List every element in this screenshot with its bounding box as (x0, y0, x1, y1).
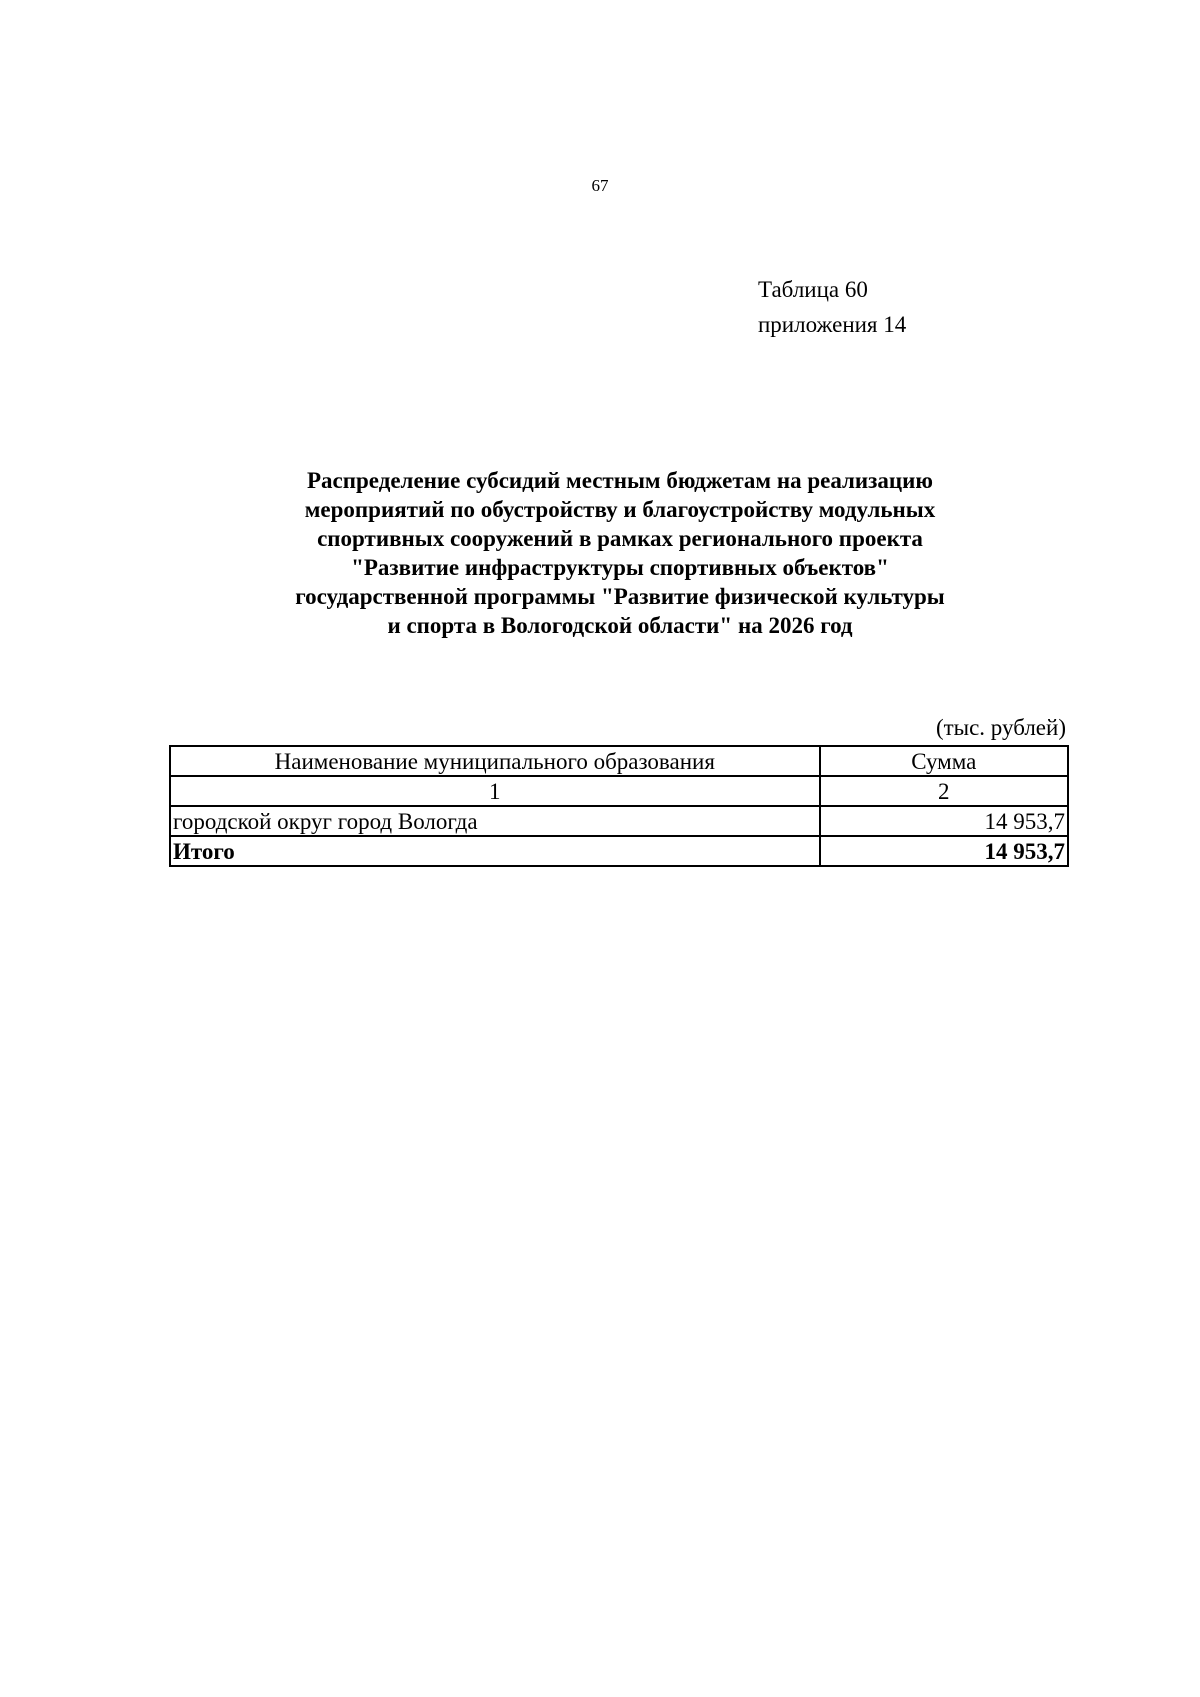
table-column-numbers-row (170, 776, 1068, 806)
title-line: спортивных сооружений в рамках регионального проекта (317, 526, 923, 551)
title-line: мероприятий по обустройству и благоустройству модульных (304, 497, 936, 522)
subsidy-table (169, 745, 1069, 867)
column-number-1: 1 (170, 776, 820, 806)
units-label: (тыс. рублей) (935, 715, 1066, 740)
table-total-row (170, 836, 1068, 866)
row-sum: 14 953,7 (820, 806, 1068, 836)
row-municipality-name: городской округ город Вологда (170, 806, 820, 836)
page-number: 67 (591, 176, 609, 195)
title-line: и спорта в Вологодской области" на 2026 год (387, 613, 853, 638)
column-number-2: 2 (820, 776, 1068, 806)
total-label: Итого (170, 836, 820, 866)
title-line: государственной программы "Развитие физической культуры (295, 584, 945, 609)
header-sum: Сумма (820, 746, 1068, 776)
table-reference (758, 272, 906, 342)
table-reference-line-2: приложения 14 (758, 312, 907, 337)
total-sum: 14 953,7 (820, 836, 1068, 866)
title-line: Распределение субсидий местным бюджетам на реализацию (306, 468, 934, 493)
table-row (170, 806, 1068, 836)
title-line: "Развитие инфраструктуры спортивных объектов" (351, 555, 889, 580)
table-header-row (170, 746, 1068, 776)
header-municipality: Наименование муниципального образования (170, 746, 820, 776)
table-reference-line-1: Таблица 60 (758, 277, 868, 302)
document-title (200, 466, 1040, 640)
